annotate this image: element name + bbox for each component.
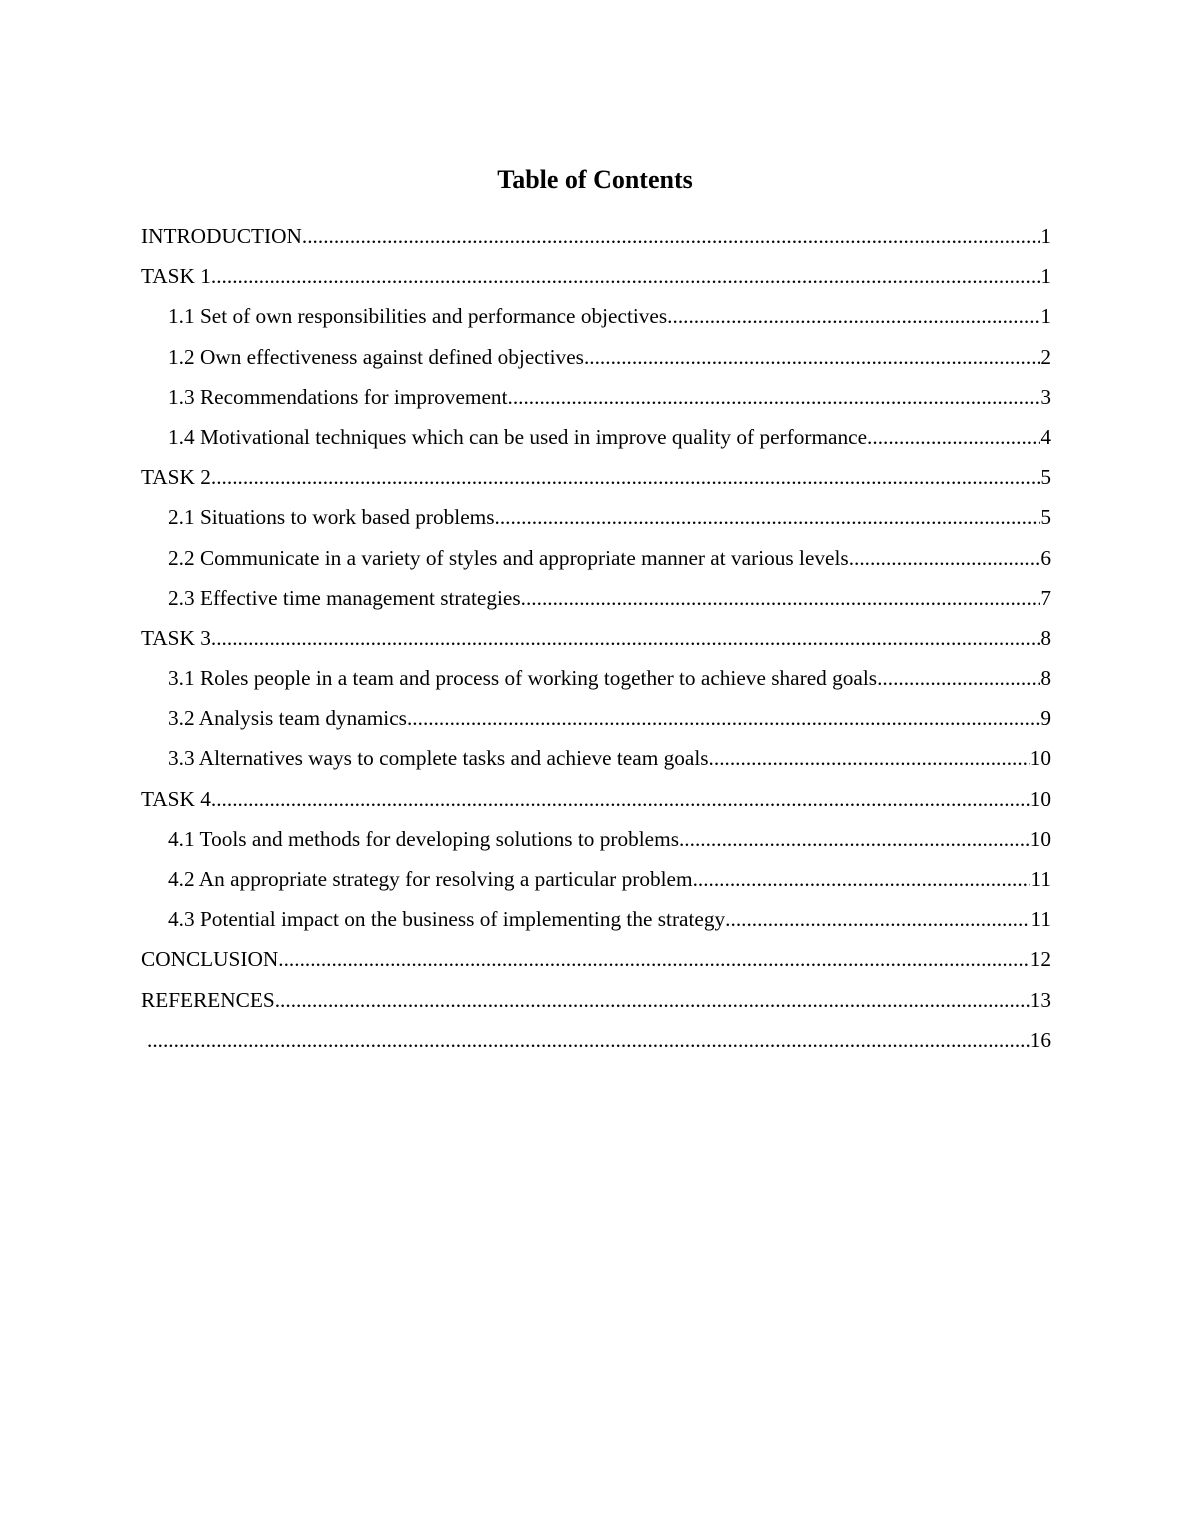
dot-leader bbox=[867, 417, 1040, 457]
toc-entry-2-3[interactable] bbox=[141, 578, 1051, 618]
toc-entry-text: 3.3 Alternatives ways to complete tasks and achieve team goals bbox=[168, 746, 709, 771]
dot-leader bbox=[849, 538, 1041, 578]
toc-page-number: 6 bbox=[1040, 545, 1051, 570]
toc-entry-text: TASK 2 bbox=[141, 465, 211, 490]
toc-entry-text: REFERENCES bbox=[141, 987, 275, 1012]
toc-page-number: 9 bbox=[1040, 706, 1051, 731]
toc-entry-1-3[interactable] bbox=[141, 377, 1051, 417]
dot-leader bbox=[508, 377, 1041, 417]
toc-page-number: 1 bbox=[1040, 224, 1051, 248]
toc-entry-text: 2.1 Situations to work based problems bbox=[168, 505, 495, 530]
dot-leader bbox=[211, 256, 1040, 296]
toc-entry-untitled[interactable] bbox=[141, 1020, 1051, 1060]
toc-page-number: 8 bbox=[1040, 666, 1051, 691]
toc-page-number: 11 bbox=[1030, 907, 1051, 932]
toc-entry-text: TASK 1 bbox=[141, 264, 211, 289]
toc-entry-introduction[interactable] bbox=[141, 216, 1051, 256]
toc-entry-1-2[interactable] bbox=[141, 337, 1051, 377]
toc-title: Table of Contents bbox=[497, 165, 693, 194]
toc-entry-text: 1.4 Motivational techniques which can be used in improve quality of performance bbox=[168, 424, 868, 449]
toc-page-number: 12 bbox=[1029, 947, 1051, 972]
dot-leader bbox=[147, 1020, 1030, 1060]
toc-entry-task-3[interactable] bbox=[141, 618, 1051, 658]
toc-entry-text: 1.2 Own effectiveness against defined objectives bbox=[168, 344, 584, 369]
dot-leader bbox=[407, 698, 1040, 738]
dot-leader bbox=[725, 899, 1030, 939]
dot-leader bbox=[211, 779, 1030, 819]
toc-entry-3-1[interactable] bbox=[141, 658, 1051, 698]
toc-page-number: 1 bbox=[1040, 304, 1051, 329]
dot-leader bbox=[211, 457, 1040, 497]
toc-entry-text: 4.1 Tools and methods for developing solutions to problems bbox=[168, 826, 679, 851]
toc-page-number: 5 bbox=[1040, 465, 1051, 490]
dot-leader bbox=[584, 337, 1040, 377]
toc-page-number: 7 bbox=[1040, 585, 1051, 610]
dot-leader bbox=[709, 738, 1030, 778]
toc-page-number: 4 bbox=[1040, 424, 1051, 449]
toc-entry-references[interactable] bbox=[141, 980, 1051, 1020]
toc-page-number: 1 bbox=[1040, 264, 1051, 289]
toc-page-number: 11 bbox=[1030, 867, 1051, 891]
toc-page-number: 10 bbox=[1029, 786, 1051, 811]
toc-entry-text: 1.1 Set of own responsibilities and performance objectives bbox=[168, 304, 668, 329]
toc-page-number: 16 bbox=[1029, 1027, 1051, 1052]
toc-entry-text: TASK 4 bbox=[141, 786, 211, 811]
toc-page-number: 8 bbox=[1040, 625, 1051, 650]
toc-entry-text: 4.3 Potential impact on the business of implementing the strategy bbox=[168, 907, 726, 932]
toc-entry-text: 2.3 Effective time management strategies bbox=[168, 585, 521, 610]
toc-page-number: 10 bbox=[1029, 826, 1051, 851]
toc-entry-text: 4.2 An appropriate strategy for resolving a particular problem bbox=[168, 867, 693, 891]
toc-entry-text: 1.3 Recommendations for improvement bbox=[168, 384, 508, 409]
toc-entry-2-1[interactable] bbox=[141, 497, 1051, 537]
toc-entry-4-3[interactable] bbox=[141, 899, 1051, 939]
toc-page-number: 2 bbox=[1040, 344, 1051, 369]
toc-entry-task-1[interactable] bbox=[141, 256, 1051, 296]
toc-entry-text: 3.2 Analysis team dynamics bbox=[168, 706, 407, 731]
toc-entry-text: 3.1 Roles people in a team and process of working together to achieve shared goals bbox=[168, 666, 878, 691]
toc-entry-text: 2.2 Communicate in a variety of styles and appropriate manner at various levels bbox=[168, 545, 849, 570]
toc-page-number: 10 bbox=[1029, 746, 1051, 771]
dot-leader bbox=[275, 980, 1030, 1020]
toc-entry-2-2[interactable] bbox=[141, 538, 1051, 578]
toc-entry-task-2[interactable] bbox=[141, 457, 1051, 497]
dot-leader bbox=[877, 658, 1040, 698]
toc-entry-4-1[interactable] bbox=[141, 819, 1051, 859]
toc-entry-1-1[interactable] bbox=[141, 296, 1051, 336]
dot-leader bbox=[521, 578, 1041, 618]
toc-entry-3-2[interactable] bbox=[141, 698, 1051, 738]
toc-list bbox=[141, 216, 1051, 1060]
toc-page-number: 5 bbox=[1040, 505, 1051, 530]
dot-leader bbox=[302, 216, 1040, 256]
toc-entry-text: CONCLUSION bbox=[141, 947, 279, 972]
toc-entry-conclusion[interactable] bbox=[141, 939, 1051, 979]
toc-page-number: 13 bbox=[1029, 987, 1051, 1012]
dot-leader bbox=[693, 859, 1031, 899]
dot-leader bbox=[211, 618, 1040, 658]
dot-leader bbox=[667, 296, 1040, 336]
toc-page-number: 3 bbox=[1040, 384, 1051, 409]
toc-entry-3-3[interactable] bbox=[141, 738, 1051, 778]
dot-leader bbox=[495, 497, 1041, 537]
dot-leader bbox=[679, 819, 1030, 859]
toc-entry-text: INTRODUCTION bbox=[141, 224, 302, 248]
dot-leader bbox=[278, 939, 1029, 979]
toc-entry-text: TASK 3 bbox=[141, 625, 211, 650]
toc-entry-1-4[interactable] bbox=[141, 417, 1051, 457]
toc-entry-task-4[interactable] bbox=[141, 779, 1051, 819]
toc-entry-4-2[interactable] bbox=[141, 859, 1051, 899]
